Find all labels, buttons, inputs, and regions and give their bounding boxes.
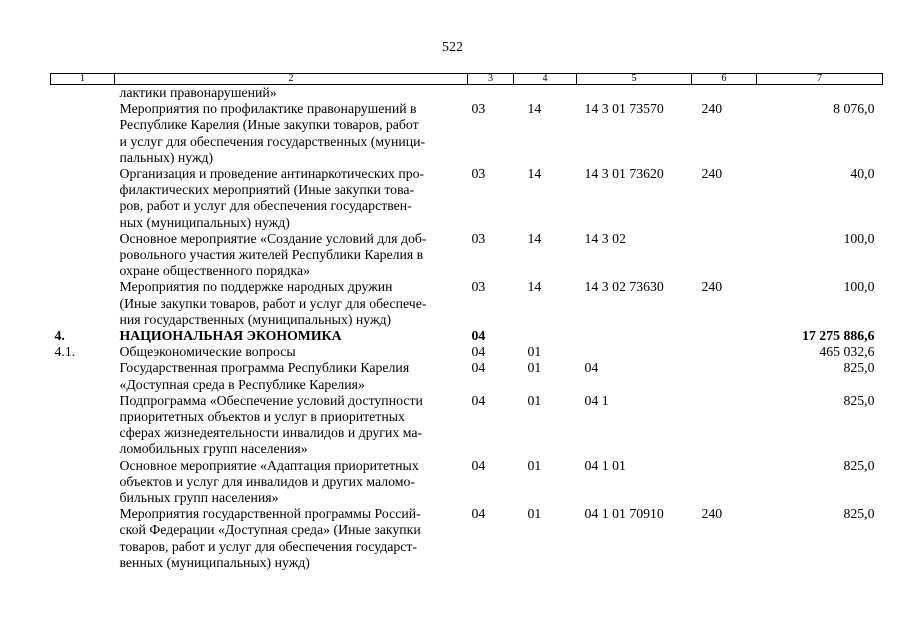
row-name-line: объектов и услуг для инвалидов и других маломо- [119, 473, 415, 489]
row-name-line: пальных) нужд) [119, 149, 214, 165]
expense-type-cell [692, 344, 757, 360]
row-name-cell [115, 458, 468, 507]
amount-cell: 825,0 [843, 457, 875, 473]
expense-type-cell: 240 [701, 166, 723, 182]
row-name-line: ской Федерации «Доступная среда» (Иные закупки [119, 522, 421, 538]
amount-cell [757, 85, 883, 102]
expense-type-cell: 240 [701, 279, 723, 295]
subsection-cell: 01 [527, 506, 542, 522]
section-cell: 04 [471, 506, 486, 522]
row-name-cell [115, 231, 468, 280]
row-number-cell [51, 231, 115, 280]
subsection-cell: 14 [527, 230, 542, 246]
expense-type-cell [692, 85, 757, 102]
table-row [51, 85, 883, 102]
row-name-line: Основное мероприятие «Адаптация приоритетных [119, 457, 419, 473]
row-name-line: Мероприятия по поддержке народных дружин [119, 279, 393, 295]
column-header: 1 [51, 74, 115, 85]
section-cell: 04 [471, 457, 486, 473]
table-row [51, 344, 883, 360]
row-name-line: лактики правонарушений» [119, 85, 277, 100]
amount-cell: 465 032,6 [819, 344, 875, 360]
target-code-cell: 04 1 01 [584, 457, 626, 473]
column-header: 2 [115, 74, 468, 85]
row-number-cell [51, 360, 115, 392]
row-name-line: и услуг для обеспечения государственных (муници- [119, 133, 426, 149]
row-number-cell [51, 166, 115, 231]
section-cell [468, 85, 514, 102]
expense-type-cell [692, 231, 757, 280]
subsection-cell: 01 [527, 457, 542, 473]
row-name-line: ных (муниципальных) нужд) [119, 214, 290, 230]
table-row [51, 101, 883, 166]
row-name-cell [115, 360, 468, 392]
row-name-cell [115, 328, 468, 344]
amount-cell: 17 275 886,6 [802, 328, 875, 344]
target-code-cell: 14 3 01 73620 [584, 166, 664, 182]
row-name-line: сферах жизнедеятельности инвалидов и других ма- [119, 425, 423, 441]
table-body [51, 85, 883, 572]
row-name-cell [115, 279, 468, 328]
target-code-cell [577, 328, 692, 344]
column-header: 4 [514, 74, 577, 85]
row-name-line: ров, работ и услуг для обеспечения государствен- [119, 198, 412, 214]
row-name-line: венных (муниципальных) нужд) [119, 554, 310, 570]
amount-cell: 8 076,0 [833, 101, 875, 117]
section-cell: 04 [471, 392, 486, 408]
row-number-cell [51, 85, 115, 102]
subsection-cell: 01 [527, 392, 542, 408]
column-header: 3 [468, 74, 514, 85]
section-cell: 03 [471, 230, 486, 246]
target-code-cell: 04 1 [584, 392, 609, 408]
row-name-line: ровольного участия жителей Республики Карелия в [119, 247, 424, 263]
row-number-cell [51, 101, 115, 166]
target-code-cell: 04 1 01 70910 [584, 506, 664, 522]
subsection-cell [514, 328, 577, 344]
row-name-cell [115, 506, 468, 571]
row-name-cell [115, 344, 468, 360]
table-row [51, 458, 883, 507]
budget-table [50, 73, 883, 571]
column-header: 7 [757, 74, 883, 85]
column-header-row [51, 74, 883, 85]
section-cell: 03 [471, 101, 486, 117]
section-cell: 03 [471, 279, 486, 295]
page-number: 522 [442, 40, 463, 55]
row-name-line: Мероприятия по профилактике правонарушений в [119, 101, 417, 117]
row-name-line: Республике Карелия (Иные закупки товаров, работ [119, 117, 419, 133]
target-code-cell: 04 [584, 360, 599, 376]
row-name-line: бильных групп населения» [119, 490, 279, 506]
row-name-line: (Иные закупки товаров, работ и услуг для обеспече- [119, 295, 427, 311]
table-row [51, 231, 883, 280]
subsection-cell: 01 [527, 360, 542, 376]
subsection-cell: 14 [527, 279, 542, 295]
row-name-line: «Доступная среда в Республике Карелия» [119, 376, 365, 392]
expense-type-cell [692, 393, 757, 458]
amount-cell: 825,0 [843, 392, 875, 408]
row-name-cell [115, 393, 468, 458]
column-header: 5 [577, 74, 692, 85]
table-row [51, 506, 883, 571]
amount-cell: 40,0 [850, 166, 875, 182]
subsection-cell: 14 [527, 166, 542, 182]
row-name-line: Основное мероприятие «Создание условий для доб- [119, 230, 427, 246]
row-name-line: Подпрограмма «Обеспечение условий доступности [119, 392, 423, 408]
subsection-cell: 14 [527, 101, 542, 117]
amount-cell: 100,0 [843, 279, 875, 295]
row-number-cell [51, 458, 115, 507]
expense-type-cell: 240 [701, 101, 723, 117]
row-name-line: филактических мероприятий (Иные закупки това- [119, 182, 415, 198]
row-name-line: Мероприятия государственной программы Россий- [119, 506, 421, 522]
section-cell: 04 [471, 360, 486, 376]
row-name-line: приоритетных объектов и услуг в приоритетных [119, 409, 405, 425]
subsection-cell [514, 85, 577, 102]
section-cell: 03 [471, 166, 486, 182]
row-name-cell [115, 85, 468, 102]
section-cell: 04 [471, 328, 486, 344]
row-name-line: ния государственных (муниципальных) нужд) [119, 311, 392, 327]
expense-type-cell [692, 360, 757, 392]
row-name-line: ломобильных групп населения» [119, 441, 308, 457]
target-code-cell: 14 3 01 73570 [584, 101, 664, 117]
row-number-cell: 4.1. [54, 344, 76, 360]
subsection-cell: 01 [527, 344, 542, 360]
target-code-cell: 14 3 02 73630 [584, 279, 664, 295]
table-row [51, 279, 883, 328]
section-cell: 04 [471, 344, 486, 360]
table-row [51, 166, 883, 231]
row-number-cell [51, 279, 115, 328]
row-name-line: Общеэкономические вопросы [119, 344, 296, 360]
column-header: 6 [692, 74, 757, 85]
amount-cell: 825,0 [843, 506, 875, 522]
expense-type-cell [692, 458, 757, 507]
expense-type-cell [692, 328, 757, 344]
row-name-line: Государственная программа Республики Карелия [119, 360, 410, 376]
row-name-cell [115, 101, 468, 166]
row-name-cell [115, 166, 468, 231]
row-name-line: Организация и проведение антинаркотических про- [119, 166, 425, 182]
target-code-cell [577, 85, 692, 102]
expense-type-cell: 240 [701, 506, 723, 522]
target-code-cell [577, 344, 692, 360]
amount-cell: 100,0 [843, 230, 875, 246]
table-row [51, 360, 883, 392]
amount-cell: 825,0 [843, 360, 875, 376]
target-code-cell: 14 3 02 [584, 230, 626, 246]
row-name-line: товаров, работ и услуг для обеспечения государст- [119, 538, 418, 554]
row-number-cell [51, 393, 115, 458]
row-name-line: НАЦИОНАЛЬНАЯ ЭКОНОМИКА [119, 328, 342, 344]
row-name-line: охране общественного порядка» [119, 263, 311, 279]
table-row [51, 328, 883, 344]
row-number-cell [51, 506, 115, 571]
table-row [51, 393, 883, 458]
row-number-cell: 4. [54, 328, 65, 344]
